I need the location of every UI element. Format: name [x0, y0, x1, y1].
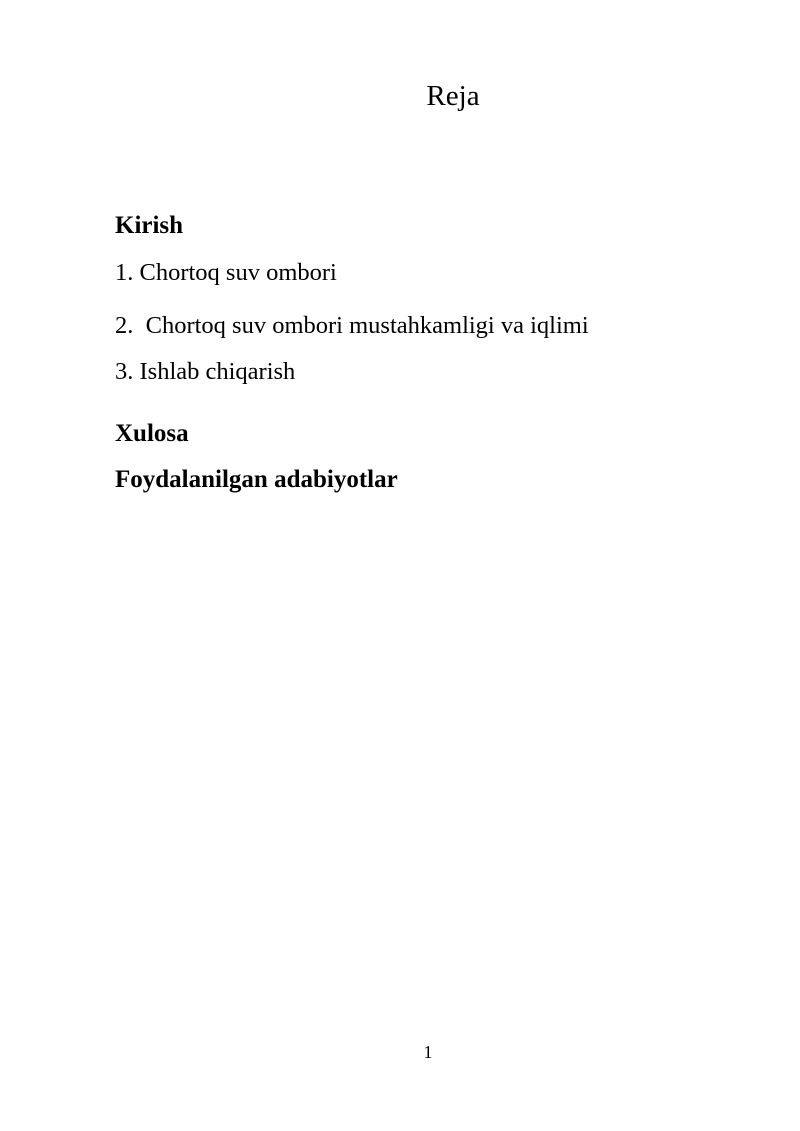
outline-conclusion: Xulosa	[115, 420, 189, 447]
outline-item-2: 2. Chortoq suv ombori mustahkamligi va iqlimi	[115, 312, 589, 339]
outline-item-1: 1. Chortoq suv ombori	[115, 259, 337, 286]
outline-item-3: 3. Ishlab chiqarish	[115, 358, 296, 385]
document-title: Reja	[426, 80, 480, 112]
outline-references: Foydalanilgan adabiyotlar	[115, 466, 398, 493]
page-number: 1	[423, 1042, 433, 1062]
outline-intro: Kirish	[115, 212, 184, 239]
